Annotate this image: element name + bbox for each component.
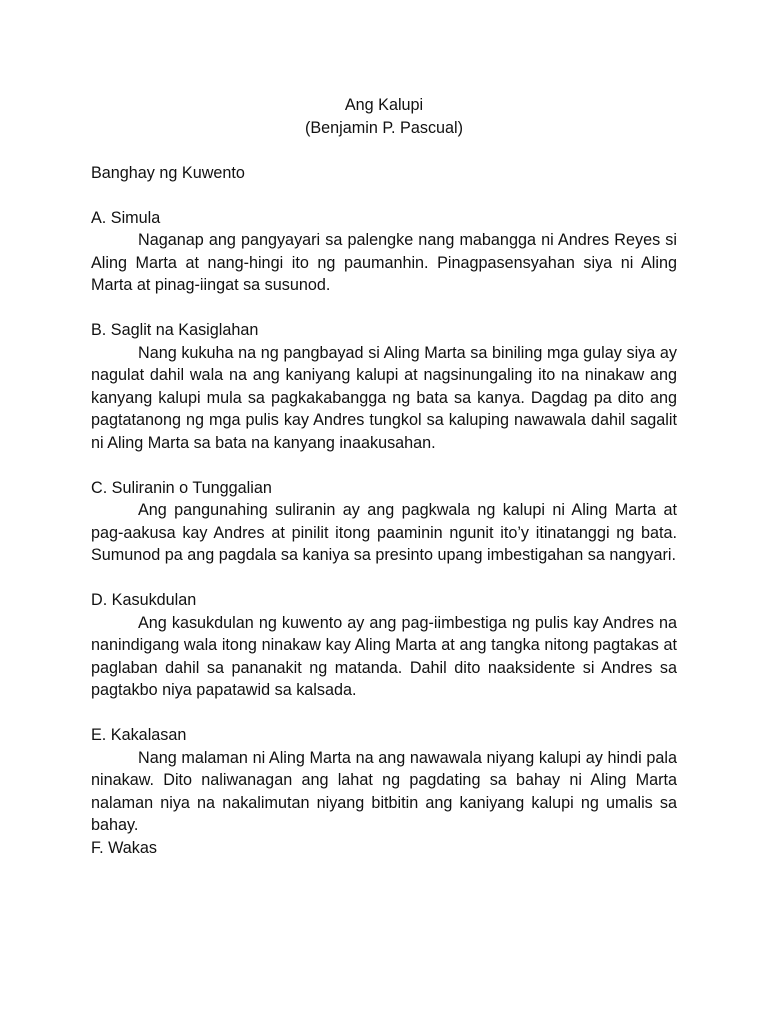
spacer [91, 139, 677, 162]
section-text-kakalasan: Nang malaman ni Aling Marta na ang nawawala niyang kalupi ay hindi pala ninakaw. Dito naliwanagan ang lahat ng pagdating sa bahay ni Aling Marta nalaman niya na nakalimutan niyang bitbitin ang kaniyang kalupi ng umalis sa bahay. [91, 748, 677, 834]
spacer [91, 184, 677, 207]
document-author: (Benjamin P. Pascual) [304, 118, 464, 137]
spacer [91, 454, 677, 477]
document-title: Ang Kalupi [344, 96, 424, 114]
section-heading-suliranin: C. Suliranin o Tunggalian [91, 478, 272, 497]
section-text-suliranin: Ang pangunahing suliranin ay ang pagkwala ng kalupi ni Aling Marta at pag-aakusa kay Andres at pinilit itong paaminin ngunit ito’y itinatanggi ng bata. Sumunod pa ang pagdala sa kaniya sa presinto upang imbestigahan sa nangyari. [91, 501, 677, 564]
document-body [91, 94, 677, 859]
document-subtitle: Banghay ng Kuwento [91, 163, 245, 182]
spacer [91, 297, 677, 320]
section-heading-kasukdulan: D. Kasukdulan [91, 591, 197, 609]
section-text-saglit-na-kasiglahan: Nang kukuha na ng pangbayad si Aling Marta sa biniling mga gulay siya ay nagulat dahil wala na ang kaniyang kalupi at nagsinungaling ito na ninakaw ang kanyang kalupi mula sa pagkakabangga ng bata sa kanya. Dagdag pa dito ang pagtatanong ng mga pulis kay Andres tungkol sa kaluping nawawala dahil sagalit ni Aling Marta sa bata na kanyang inaakusahan. [91, 343, 677, 452]
section-text-kasukdulan: Ang kasukdulan ng kuwento ay ang pag-iimbestiga ng pulis kay Andres na nanindigang wala itong ninakaw kay Aling Marta at ang tangka nitong pagtakas at paglaban dahil sa pananakit ng matanda. Dahil dito naaksidente si Andres sa pagtakbo niya papatawid sa kalsada. [91, 613, 677, 699]
section-text-simula: Naganap ang pangyayari sa palengke nang mabangga ni Andres Reyes si Aling Marta at nang-hingi ito ng paumanhin. Pinagpasensyahan siya ni Aling Marta at pinag-iingat sa susunod. [91, 231, 677, 294]
section-heading-simula: A. Simula [91, 208, 161, 227]
section-heading-saglit-na-kasiglahan: B. Saglit na Kasiglahan [91, 321, 259, 339]
section-heading-wakas: F. Wakas [91, 838, 157, 857]
section-heading-kakalasan: E. Kakalasan [91, 726, 187, 744]
title-block [91, 94, 677, 139]
spacer [91, 567, 677, 590]
spacer [91, 702, 677, 725]
